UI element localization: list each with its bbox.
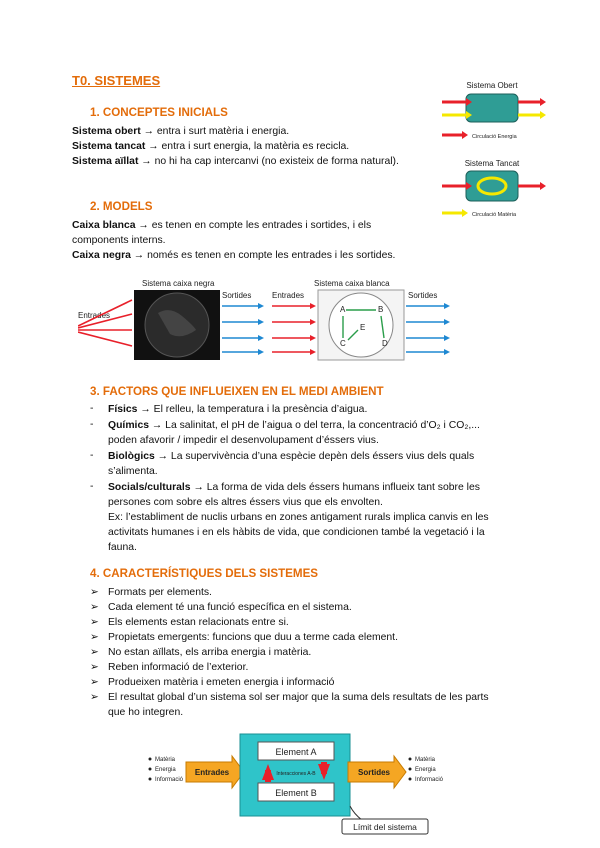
section-heading-1: 1. CONCEPTES INICIALS bbox=[90, 106, 228, 119]
characteristic-item: Cada element té una funció específica en el sistema. bbox=[108, 602, 352, 613]
models-figure bbox=[78, 278, 458, 362]
arrow-bullet: ➢ bbox=[90, 587, 99, 598]
inputs-label-white: Entrades bbox=[272, 291, 305, 300]
svg-text:Energia: Energia bbox=[415, 767, 436, 773]
definition-line: Caixa blanca → es tenen en compte les entrades i sortides, i els bbox=[72, 220, 372, 231]
factor-item: Biològics → La supervivència d’una espècie depèn dels éssers vius dels quals bbox=[108, 451, 475, 462]
input-list bbox=[149, 757, 184, 783]
page-title: T0. SISTEMES bbox=[72, 73, 161, 88]
characteristic-item: No estan aïllats, els arriba energia i matèria. bbox=[108, 647, 312, 658]
dash-bullet: - bbox=[90, 450, 94, 461]
inputs-arrow-label: Entrades bbox=[194, 768, 230, 777]
element-a-label: Element A bbox=[275, 747, 317, 757]
dash-bullet: - bbox=[90, 403, 94, 414]
input-arrows-black bbox=[78, 300, 132, 346]
arrow-bullet: ➢ bbox=[90, 677, 99, 688]
arrow-bullet: ➢ bbox=[90, 632, 99, 643]
factor-item-cont: activitats humanes i en els hàbits de vida, que condicionen també la vegetació i la bbox=[108, 527, 485, 538]
black-box-label: Sistema caixa negra bbox=[142, 279, 215, 288]
dash-bullet: - bbox=[90, 481, 94, 492]
open-system-label: Sistema Obert bbox=[466, 81, 518, 90]
arrow-bullet: ➢ bbox=[90, 662, 99, 673]
svg-text:Energia: Energia bbox=[155, 767, 176, 773]
outputs-arrow-label: Sortides bbox=[357, 768, 391, 777]
factor-item-cont: fauna. bbox=[108, 542, 137, 553]
characteristic-item: El resultat global d’un sistema sol ser major que la suma dels resultats de les parts bbox=[108, 692, 489, 703]
definition-line: Sistema obert → entra i surt matèria i energia. bbox=[72, 126, 290, 137]
system-types-figure bbox=[440, 78, 550, 223]
interaction-label: Interacciones A-B bbox=[276, 771, 316, 777]
definition-line: Sistema aïllat → no hi ha cap intercanvi (no existeix de forma natural). bbox=[72, 156, 399, 167]
closed-system-box bbox=[466, 171, 518, 201]
characteristic-item: Propietats emergents: funcions que duu a terme cada element. bbox=[108, 632, 398, 643]
definition-line: Caixa negra → només es tenen en compte les entrades i les sortides. bbox=[72, 250, 396, 261]
outputs-label-black: Sortides bbox=[222, 291, 252, 300]
definition-line: Sistema tancat → entra i surt energia, la matèria es recicla. bbox=[72, 141, 350, 152]
factor-item: Socials/culturals → La forma de vida dels éssers humans influeix tant sobre les bbox=[108, 482, 480, 493]
boundary-label: Límit del sistema bbox=[353, 822, 417, 832]
factor-item-cont: s’alimenta. bbox=[108, 466, 158, 477]
dash-bullet: - bbox=[90, 419, 94, 430]
energy-legend-label: Circulació Energia bbox=[472, 134, 517, 140]
input-arrows-white bbox=[272, 306, 310, 352]
characteristic-item: Formats per elements. bbox=[108, 587, 212, 598]
svg-text:Matèria: Matèria bbox=[415, 757, 436, 763]
section-heading-4: 4. CARACTERÍSTIQUES DELS SISTEMES bbox=[90, 567, 319, 580]
svg-text:Informació: Informació bbox=[415, 777, 444, 783]
svg-text:C: C bbox=[340, 339, 346, 348]
element-b-label: Element B bbox=[275, 788, 317, 798]
characteristic-item: Els elements estan relacionats entre si. bbox=[108, 617, 289, 628]
svg-text:B: B bbox=[378, 305, 384, 314]
factor-item: Físics → El relleu, la temperatura i la presència d’aigua. bbox=[108, 404, 368, 415]
svg-text:Matèria: Matèria bbox=[155, 757, 176, 763]
factor-item-cont: Ex: l’establiment de nuclis urbans en zones antigament rurals implica canvis en les bbox=[108, 512, 489, 523]
inputs-label-black: Entrades bbox=[78, 311, 111, 320]
system-diagram bbox=[140, 728, 460, 840]
outputs-label-white: Sortides bbox=[408, 291, 438, 300]
open-system-box bbox=[466, 94, 518, 122]
arrow-bullet: ➢ bbox=[90, 647, 99, 658]
characteristic-item: Reben informació de l’exterior. bbox=[108, 662, 249, 673]
svg-text:A: A bbox=[340, 305, 346, 314]
output-arrows-white bbox=[406, 306, 444, 352]
svg-text:E: E bbox=[360, 323, 366, 332]
section-heading-2: 2. MODELS bbox=[90, 200, 153, 213]
arrow-bullet: ➢ bbox=[90, 602, 99, 613]
section-heading-3: 3. FACTORS QUE INFLUEIXEN EN EL MEDI AMBIENT bbox=[90, 385, 384, 398]
matter-legend-label: Circulació Matèria bbox=[472, 212, 517, 218]
characteristic-item-cont: que ho integren. bbox=[108, 707, 184, 718]
output-arrows-black bbox=[222, 306, 258, 352]
boundary-pointer bbox=[350, 806, 362, 820]
arrow-bullet: ➢ bbox=[90, 692, 99, 703]
svg-text:D: D bbox=[382, 339, 388, 348]
white-box-label: Sistema caixa blanca bbox=[314, 279, 390, 288]
output-list bbox=[409, 757, 444, 783]
factor-item: Químics → La salinitat, el pH de l’aigua o del terra, la concentració d’O₂ i CO₂,... bbox=[108, 420, 480, 431]
closed-system-label: Sistema Tancat bbox=[464, 159, 520, 168]
arrow-bullet: ➢ bbox=[90, 617, 99, 628]
factor-item-cont: persones com sobre els altres éssers vius que els envolten. bbox=[108, 497, 383, 508]
definition-line: components interns. bbox=[72, 235, 166, 246]
characteristic-item: Produeixen matèria i emeten energia i informació bbox=[108, 677, 335, 688]
svg-text:Informació: Informació bbox=[155, 777, 184, 783]
factor-item-cont: poden afavorir / impedir el desenvolupament d’éssers vius. bbox=[108, 435, 379, 446]
